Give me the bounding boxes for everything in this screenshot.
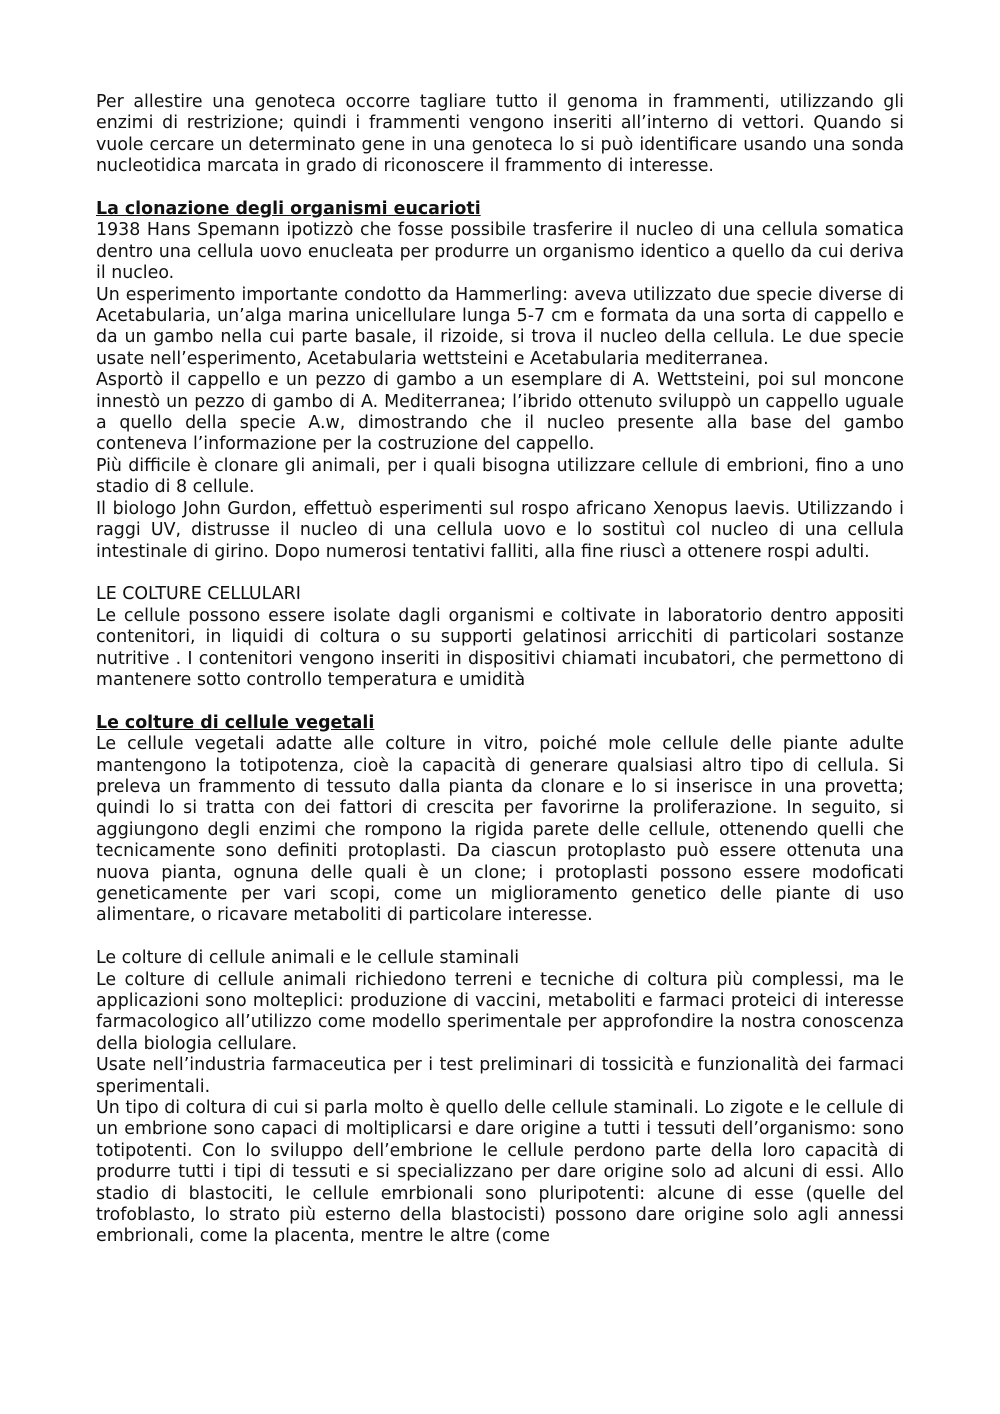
paragraph: Il biologo John Gurdon, effettuò esperimenti sul rospo africano Xenopus laevis. Utilizzando i raggi UV, distrusse il nucleo di una cellula uovo e lo sostituì col nucleo di una cellula intestinale di girino. Dopo numerosi tentativi falliti, alla fine riuscì a ottenere rospi adulti. [96,498,904,562]
section-heading-cellule-animali: Le colture di cellule animali e le cellule staminali [96,948,520,969]
paragraph: Un esperimento importante condotto da Hammerling: aveva utilizzato due specie diverse di Acetabularia, un’alga marina unicellulare lunga 5-7 cm e formata da una sorta di cappello e da un gambo nella cui parte basale, il rizoide, si trova il nucleo della cellula. Le due specie usate nell’esperimento, Acetabularia wettsteini e Acetabularia mediterranea. [96,284,904,369]
paragraph: Un tipo di coltura di cui si parla molto è quello delle cellule staminali. Lo zigote e le cellule di un embrione sono capaci di moltiplicarsi e dare origine a tutti i tessuti dell’organismo: sono totipotenti. Con lo sviluppo dell’embrione le cellule perdono parte della loro capacità di produrre tutti i tipi di tessuti e si specializzano per dare origine solo ad alcuni di essi. Allo stadio di blastociti, le cellule emrbionali sono pluripotenti: alcune di esse (quelle del trofoblasto, lo strato più esterno della blastocisti) possono dare origine solo agli annessi embrionali, come la placenta, mentre le altre (come [96,1098,904,1247]
paragraph: Più difficile è clonare gli animali, per i quali bisogna utilizzare cellule di embrioni, fino a uno stadio di 8 cellule. [96,455,904,498]
paragraph: Le colture di cellule animali richiedono terreni e tecniche di coltura più complessi, ma le applicazioni sono molteplici: produzione di vaccini, metaboliti e farmaci proteici di interesse farmacologico all’utilizzo come modello sperimentale per approfondire la nostra conoscenza della biologia cellulare. [96,969,904,1054]
spacer [96,691,904,712]
spacer [96,927,904,948]
section-heading-colture-cellulari: LE COLTURE CELLULARI [96,584,301,605]
document-page [96,92,904,1248]
paragraph: Usate nell’industria farmaceutica per i test preliminari di tossicità e funzionalità dei farmaci sperimentali. [96,1055,904,1097]
spacer [96,563,904,584]
spacer [96,178,904,199]
paragraph: 1938 Hans Spemann ipotizzò che fosse possibile trasferire il nucleo di una cellula somatica dentro una cellula uovo enucleata per produrre un organismo identico a quello da cui deriva il nucleo. [96,220,904,284]
paragraph: Asportò il cappello e un pezzo di gambo a un esemplare di A. Wettsteini, poi sul moncone innestò un pezzo di gambo di A. Mediterranea; l’ibrido ottenuto sviluppò un cappello uguale a quello della specie A.w, dimostrando che il nucleo presente alla base del gambo conteneva l’informazione per la costruzione del cappello. [96,370,904,455]
section-heading-cellule-vegetali: Le colture di cellule vegetali [96,712,375,733]
section-heading-clonazione: La clonazione degli organismi eucarioti [96,199,481,220]
intro-paragraph: Per allestire una genoteca occorre tagliare tutto il genoma in frammenti, utilizzando gli enzimi di restrizione; quindi i frammenti vengono inseriti all’interno di vettori. Quando si vuole cercare un determinato gene in una genoteca lo si può identificare usando una sonda nucleotidica marcata in grado di riconoscere il frammento di interesse. [96,92,904,177]
paragraph: Le cellule vegetali adatte alle colture in vitro, poiché mole cellule delle piante adulte mantengono la totipotenza, cioè la capacità di generare qualsiasi altro tipo di cellula. Si preleva un frammento di tessuto dalla pianta da clonare e lo si inserisce in una provetta; quindi lo si tratta con dei fattori di crescita per favorirne la proliferazione. In seguito, si aggiungono degli enzimi che rompono la rigida parete delle cellule, ottenendo quelli che tecnicamente sono definiti protoplasti. Da ciascun protoplasto può essere ottenuta una nuova pianta, ognuna delle quali è un clone; i protoplasti possono essere modoficati geneticamente per vari scopi, come un miglioramento genetico delle piante di uso alimentare, o ricavare metaboliti di particolare interesse. [96,734,904,926]
paragraph: Le cellule possono essere isolate dagli organismi e coltivate in laboratorio dentro appositi contenitori, in liquidi di coltura o su supporti gelatinosi arricchiti di particolari sostanze nutritive . I contenitori vengono inseriti in dispositivi chiamati incubatori, che permettono di mantenere sotto controllo temperatura e umidità [96,605,904,690]
